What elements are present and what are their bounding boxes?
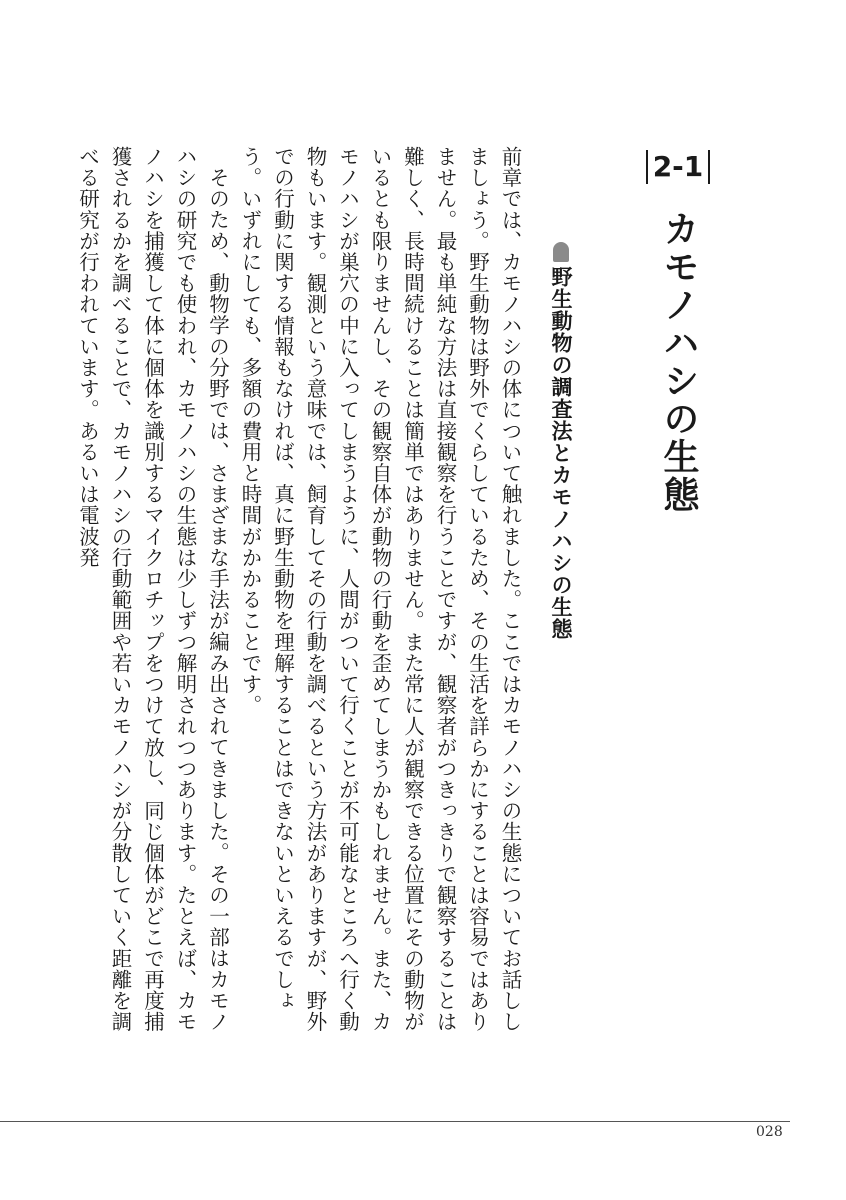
footer-divider	[0, 1121, 790, 1122]
chapter-heading	[648, 150, 708, 514]
body-text	[75, 146, 526, 1046]
paragraph-2: そのため、動物学の分野では、さまざまな手法が編み出されてきました。その一部はカモノハシの研究でも使われ、カモノハシの生態は少しずつ解明されつつあります。たとえば、カモノハシを捕獲して体に個体を識別するマイクロチップをつけて放し、同じ個体がどこで再度捕獲されるかを調べることで、カモノハシの行動範囲や若いカモノハシが分散していく距離を調べる研究が行われています。あるいは電波発	[75, 146, 230, 1033]
section-heading	[544, 242, 578, 640]
page-number: 028	[756, 1124, 783, 1140]
paragraph-1: 前章では、カモノハシの体について触れました。ここではカモノハシの生態についてお話ししましょう。野生動物は野外でくらしているため、その生活を詳らかにすることは容易ではありません。最も単純な方法は直接観察を行うことですが、観察者がつきっきりで観察することは難しく、長時間続けることは簡単ではありません。また常に人が観察できる位置にその動物がいるとも限りませんし、その観察自体が動物の行動を歪めてしまうかもしれません。また、カモノハシが巣穴の中に入ってしまうように、人間がついて行くことが不可能なところへ行く動物もいます。観測という意味では、飼育してその行動を調べるという方法がありますが、野外での行動に関する情報もなければ、真に野生動物を理解することはできないといえるでしょう。いずれにしても、多額の費用と時間がかかることです。	[238, 146, 522, 1033]
chapter-number: 2-1	[646, 150, 711, 184]
chapter-title: カモノハシの生態	[658, 210, 699, 514]
section-title: 野生動物の調査法とカモノハシの生態	[549, 266, 573, 640]
section-marker-icon	[553, 242, 569, 262]
